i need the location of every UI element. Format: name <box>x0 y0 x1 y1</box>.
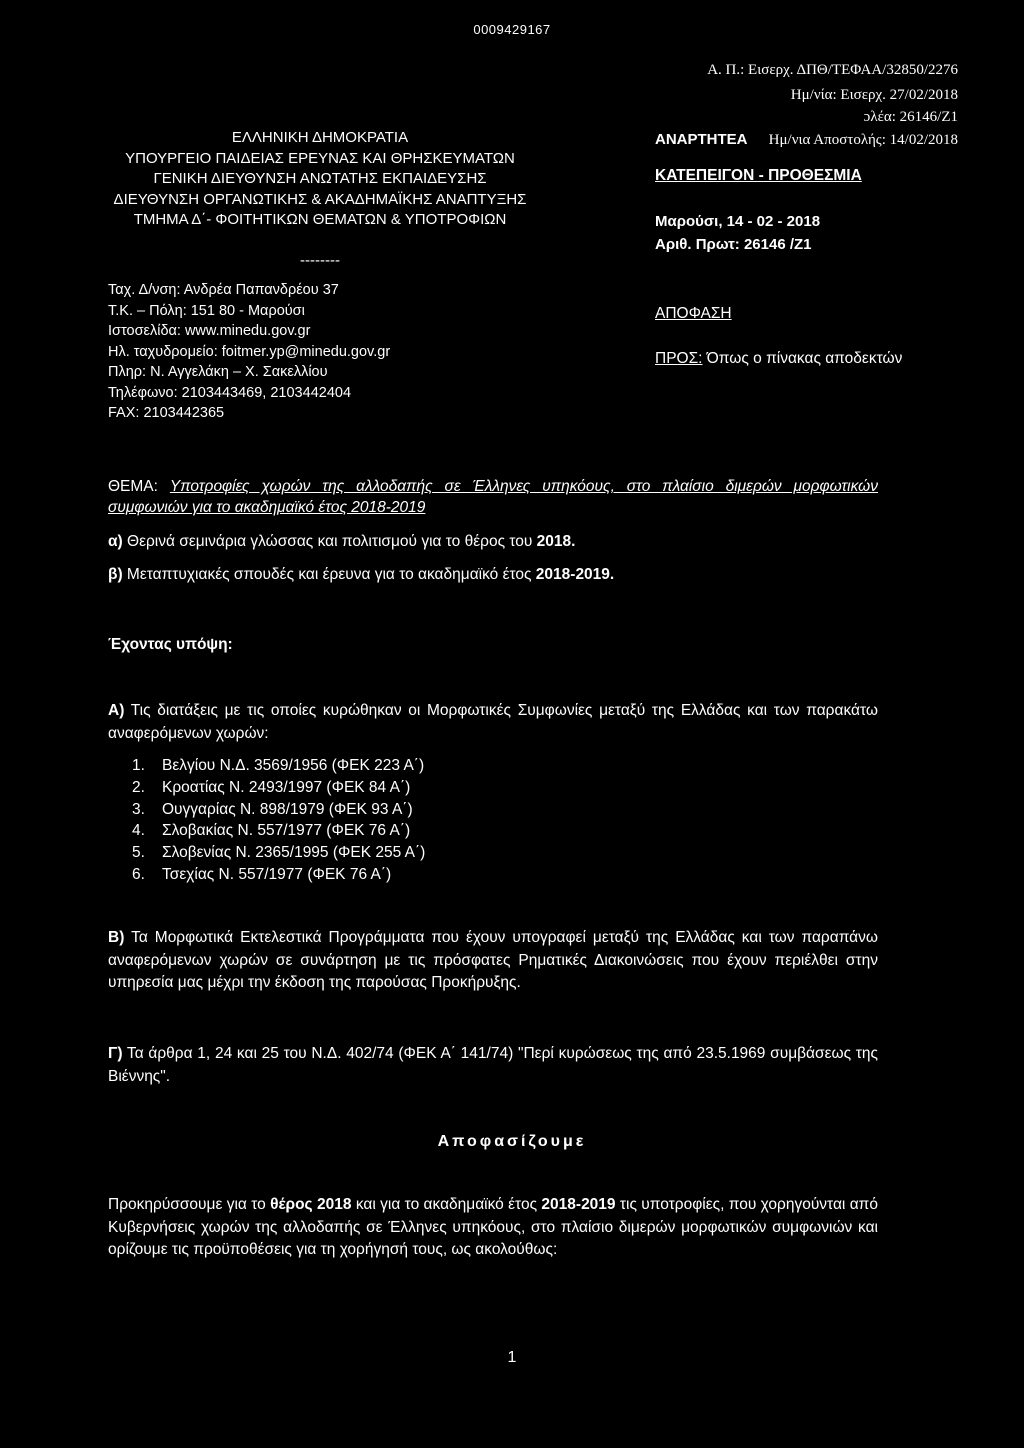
item-b-year: 2018-2019. <box>535 566 615 583</box>
contact-block <box>108 280 390 424</box>
ministry-line: ΕΛΛΗΝΙΚΗ ΔΗΜΟΚΡΑΤΙΑ <box>231 129 409 146</box>
paragraph-c-label: Γ) <box>108 1045 123 1062</box>
list-item <box>132 799 425 821</box>
contact-city: Τ.Κ. – Πόλη: 151 80 - Μαρούσι <box>108 302 305 319</box>
final-paragraph <box>108 1194 878 1262</box>
contact-fax: FAX: 2103442365 <box>108 405 225 421</box>
ministry-line: ΤΜΗΜΑ Δ΄- ΦΟΙΤΗΤΙΚΩΝ ΘΕΜΑΤΩΝ & ΥΠΟΤΡΟΦΙΩΝ <box>133 211 507 228</box>
protocol-line-2: Ημ/νία: Εισερχ. 27/02/2018 <box>790 87 958 103</box>
paragraph-a-text: Τις διατάξεις με τις οποίες κυρώθηκαν οι Μορφωτικές Συμφωνίες μεταξύ της Ελλάδας και των παρακάτω αναφερόμενων χωρών: <box>108 702 878 742</box>
header-separator: -------- <box>300 252 340 269</box>
item-b <box>108 566 614 584</box>
paragraph-a-label: Α) <box>108 702 125 719</box>
list-item-number: 1. <box>132 757 145 774</box>
contact-email: Ηλ. ταχυδρομείο: foitmer.yp@minedu.gov.gr <box>108 343 391 360</box>
list-item-text: Σλοβενίας Ν. 2365/1995 (ΦΕΚ 255 Α΄) <box>162 844 426 862</box>
decision-heading: Αποφασίζουμε <box>437 1133 587 1150</box>
country-list <box>132 755 425 886</box>
list-item-number: 6. <box>132 865 145 883</box>
contact-address: Ταχ. Δ/νση: Ανδρέα Παπανδρέου 37 <box>108 282 339 298</box>
final-text-2: και για το ακαδημαϊκό έτος <box>351 1196 542 1213</box>
list-item <box>132 755 425 777</box>
paragraph-c-text: Τα άρθρα 1, 24 και 25 του Ν.Δ. 402/74 (ΦΕΚ Α΄ 141/74) "Περί κυρώσεως της από 23.5.1969 συμβάσεως της Βιέννης". <box>108 1045 878 1085</box>
list-item-number: 3. <box>132 800 145 818</box>
paragraph-b-label: Β) <box>108 929 125 946</box>
item-a <box>108 533 575 551</box>
protocol-line-1: Α. Π.: Εισερχ. ΔΠΘ/ΤΕΦΑΑ/32850/2276 <box>707 62 958 78</box>
recipients-text: Όπως ο πίνακας αποδεκτών <box>702 350 903 367</box>
protocol-line-4: Ημ/νια Αποστολής: 14/02/2018 <box>768 132 958 148</box>
list-item <box>132 820 425 842</box>
place-date: Μαρούσι, 14 - 02 - 2018 <box>655 213 821 230</box>
list-item <box>132 842 425 864</box>
urgent-label: ΚΑΤΕΠΕΙΓΟΝ - ΠΡΟΘΕΣΜΙΑ <box>655 167 862 184</box>
list-item-text: Ουγγαρίας Ν. 898/1979 (ΦΕΚ 93 Α΄) <box>162 800 413 818</box>
protocol-number: Αριθ. Πρωτ: 26146 /Ζ1 <box>655 236 812 253</box>
ministry-line: ΔΙΕΥΘΥΝΣΗ ΟΡΓΑΝΩΤΙΚΗΣ & ΑΚΑΔΗΜΑΪΚΗΣ ΑΝΑΠΤΥΞΗΣ <box>113 190 527 208</box>
contact-persons: Πληρ: Ν. Αγγελάκη – Χ. Σακελλίου <box>108 364 328 380</box>
paragraph-a <box>108 700 878 745</box>
subject-label: ΘΕΜΑ: <box>108 478 158 495</box>
list-item-text: Κροατίας Ν. 2493/1997 (ΦΕΚ 84 Α΄) <box>162 778 411 796</box>
item-b-label: β) <box>108 566 123 583</box>
item-b-text: Μεταπτυχιακές σπουδές και έρευνα για το ακαδημαϊκό έτος <box>122 566 536 583</box>
paragraph-c <box>108 1043 878 1088</box>
list-item-text: Βελγίου Ν.Δ. 3569/1956 (ΦΕΚ 223 Α΄) <box>162 757 425 774</box>
contact-phone: Τηλέφωνο: 2103443469, 2103442404 <box>108 384 352 401</box>
paragraph-b-text: Τα Μορφωτικά Εκτελεστικά Προγράμματα που έχουν υπογραφεί μεταξύ της Ελλάδας και των παραπάνω αναφερόμενων χωρών σε συνάρτηση με τις πρόσφατες Ρηματικές Διακοινώσεις που έχουν περιέλθει στην υπηρεσία μας μέχρι την έκδοση της παρούσας Προκήρυξης. <box>108 929 878 991</box>
item-a-text: Θερινά σεμινάρια γλώσσας και πολιτισμού για το θέρος του <box>122 533 537 550</box>
considering-heading: Έχοντας υπόψη: <box>108 636 233 653</box>
list-item-number: 4. <box>132 822 145 840</box>
ministry-line: ΓΕΝΙΚΗ ΔΙΕΥΘΥΝΣΗ ΑΝΩΤΑΤΗΣ ΕΚΠΑΙΔΕΥΣΗΣ <box>153 170 487 187</box>
ministry-header <box>110 128 530 231</box>
page-number: 1 <box>507 1349 517 1366</box>
list-item <box>132 864 425 886</box>
paragraph-b <box>108 927 878 995</box>
item-a-label: α) <box>108 533 123 550</box>
subject <box>108 477 878 518</box>
final-text-3: τις υποτροφίες, που χορηγούνται από Κυβερνήσεις χωρών της αλλοδαπής σε Έλληνες υπηκόους, στο πλαίσιο διμερών μορφωτικών συμφωνιών και ορίζουμε τις προϋποθέσεις για τη χορήγησή τους, ως ακολούθως: <box>108 1196 878 1258</box>
subject-text: Υποτροφίες χωρών της αλλοδαπής σε Έλληνες υπηκόους, στο πλαίσιο διμερών μορφωτικών συμφωνιών για το ακαδημαϊκό έτος 2018-2019 <box>108 478 879 516</box>
list-item-text: Τσεχίας Ν. 557/1977 (ΦΕΚ 76 Α΄) <box>162 865 392 883</box>
recipients <box>655 350 902 368</box>
list-item-number: 2. <box>132 778 145 796</box>
list-item-text: Σλοβακίας Ν. 557/1977 (ΦΕΚ 76 Α΄) <box>162 822 411 840</box>
final-bold-1: θέρος 2018 <box>270 1196 352 1213</box>
final-text-1: Προκηρύσσουμε για το <box>108 1196 271 1213</box>
document-id: 0009429167 <box>473 22 551 37</box>
item-a-year: 2018. <box>536 533 576 550</box>
protocol-line-3: ɔλέα: 26146/Ζ1 <box>863 109 958 125</box>
contact-website: Ιστοσελίδα: www.minedu.gov.gr <box>108 323 311 339</box>
ministry-line: ΥΠΟΥΡΓΕΙΟ ΠΑΙΔΕΙΑΣ ΕΡΕΥΝΑΣ ΚΑΙ ΘΡΗΣΚΕΥΜΑΤΩΝ <box>125 149 515 167</box>
recipients-label: ΠΡΟΣ: <box>655 350 703 367</box>
final-bold-2: 2018-2019 <box>541 1196 616 1213</box>
list-item <box>132 777 425 799</box>
list-item-number: 5. <box>132 844 145 862</box>
posting-label: ΑΝΑΡΤΗΤΕΑ <box>655 131 748 148</box>
decision-label: ΑΠΟΦΑΣΗ <box>655 305 732 322</box>
